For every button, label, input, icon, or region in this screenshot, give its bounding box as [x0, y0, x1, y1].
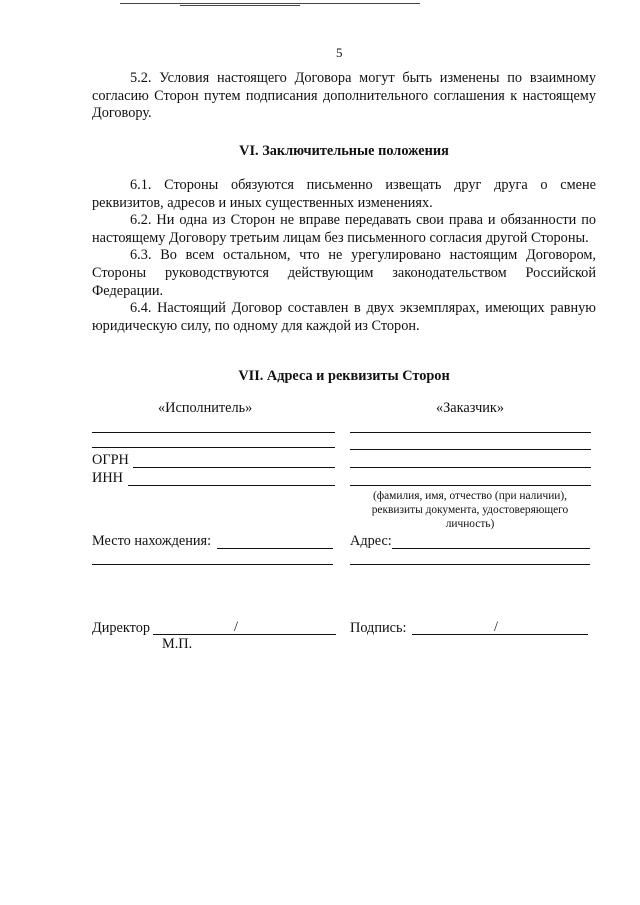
page-number: 5 [336, 45, 343, 60]
location-line [217, 548, 333, 549]
inn-label: ИНН [92, 470, 123, 486]
address-line-2 [350, 564, 590, 565]
customer-line-3 [350, 467, 591, 468]
stamp-label: М.П. [162, 636, 193, 652]
customer-line-4 [350, 485, 591, 486]
address-line [392, 548, 590, 549]
address-label: Адрес: [350, 533, 392, 549]
section-6-heading: VI. Заключительные положения [239, 143, 449, 159]
ogrn-line [133, 467, 335, 468]
section-6-body [92, 177, 596, 335]
executor-title: «Исполнитель» [158, 400, 253, 416]
customer-name-note: (фамилия, имя, отчество (при наличии), реквизиты документа, удостоверяющего личность) [371, 490, 569, 530]
inn-line [128, 485, 335, 486]
location-line-2 [92, 564, 333, 565]
executor-name-line [92, 432, 335, 433]
customer-slash: / [494, 619, 498, 635]
customer-title: «Заказчик» [436, 400, 505, 416]
director-label: Директор [92, 620, 151, 636]
clause-6-1: 6.1. Стороны обязуются письменно извещать друг друга о смене реквизитов, адресов и иных существенных изменениях. [92, 177, 596, 211]
section-7-heading: VII. Адреса и реквизиты Сторон [238, 368, 450, 384]
executor-name-line-2 [92, 447, 335, 448]
customer-line-2 [350, 449, 591, 450]
clause-6-3: 6.3. Во всем остальном, что не урегулировано настоящим Договором, Стороны руководствуются действующим законодательством Российской Федерации. [92, 247, 596, 299]
customer-line-1 [350, 432, 591, 433]
clause-5-2 [92, 70, 596, 123]
clause-6-2: 6.2. Ни одна из Сторон не вправе передавать свои права и обязанности по настоящему Договору третьим лицам без письменного согласия другой Стороны. [92, 212, 596, 246]
ogrn-label: ОГРН [92, 452, 129, 468]
director-signature-line [153, 634, 336, 635]
clause-5-2-text: 5.2. Условия настоящего Договора могут быть изменены по взаимному согласию Сторон путем подписания дополнительного соглашения к настоящему Договору. [92, 70, 596, 122]
location-label: Место нахождения: [92, 533, 212, 549]
director-slash: / [234, 619, 238, 635]
signature-label: Подпись: [350, 620, 407, 636]
clause-6-4: 6.4. Настоящий Договор составлен в двух экземплярах, имеющих равную юридическую силу, по одному для каждой из Сторон. [92, 300, 596, 334]
customer-signature-line [412, 634, 588, 635]
scan-artifact [0, 0, 640, 7]
